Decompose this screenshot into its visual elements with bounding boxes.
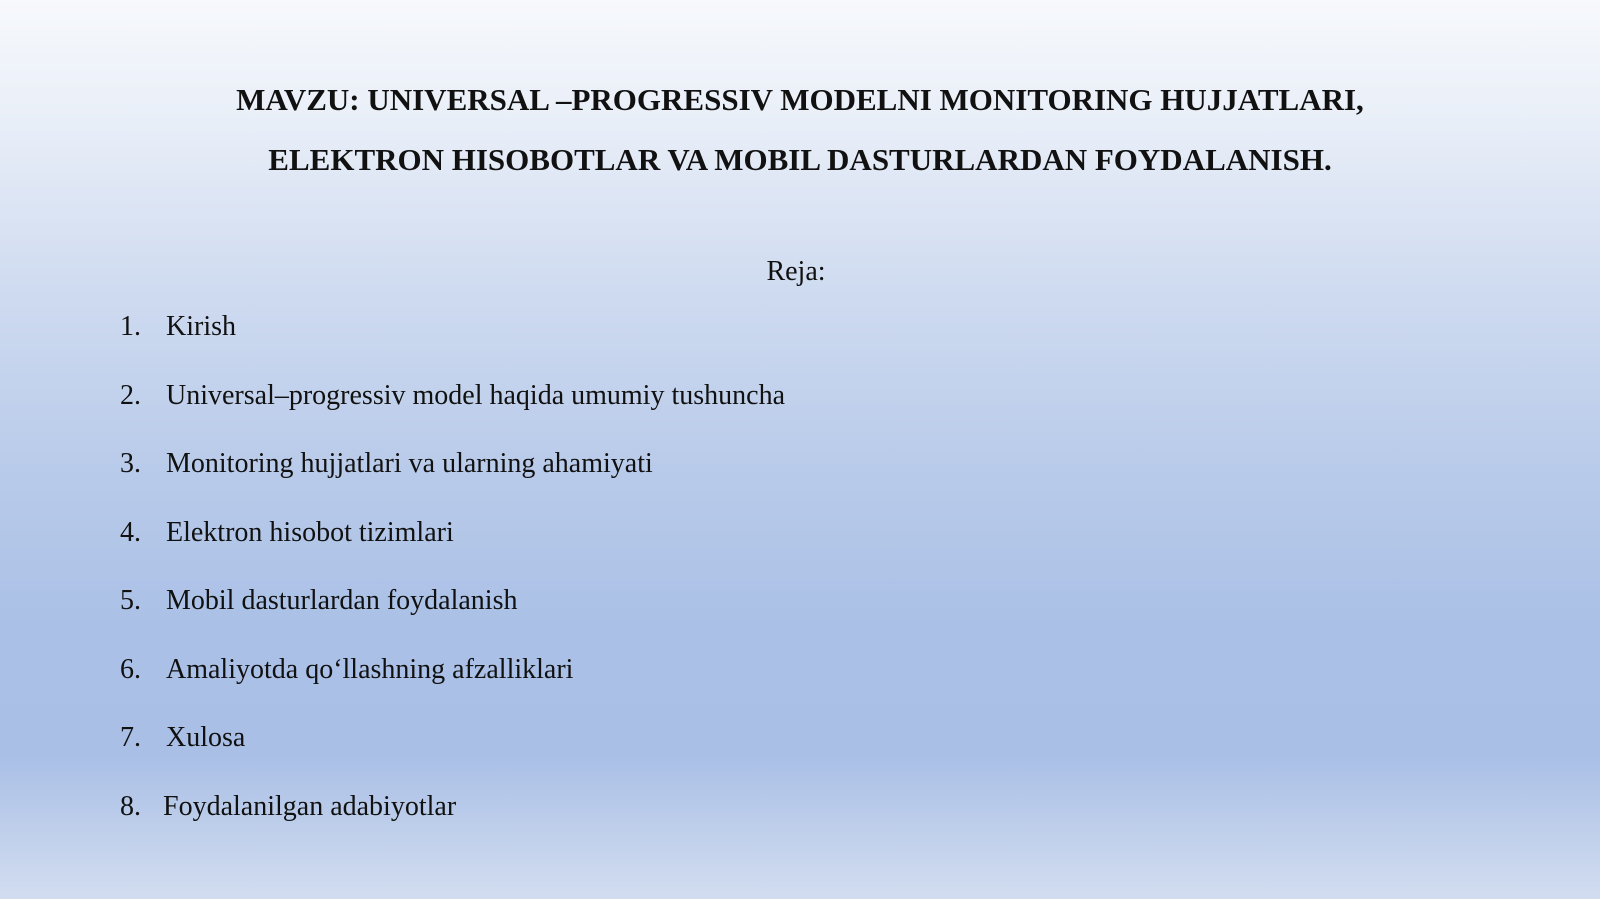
slide-title-line-1: MAVZU: UNIVERSAL –PROGRESSIV MODELNI MONITORING HUJJATLARI,: [236, 82, 1364, 117]
plan-item-number: 1.: [120, 311, 141, 342]
plan-item-text: Monitoring hujjatlari va ularning ahamiyati: [166, 448, 653, 479]
slide-title-line-2: ELEKTRON HISOBOTLAR VA MOBIL DASTURLARDAN FOYDALANISH.: [268, 142, 1332, 177]
plan-item-text: Amaliyotda qo‘llashning afzalliklari: [166, 653, 574, 685]
plan-item-text: Foydalanilgan adabiyotlar: [163, 790, 457, 822]
plan-item-text: Elektron hisobot tizimlari: [166, 516, 454, 548]
plan-item-number: 3.: [120, 448, 141, 479]
plan-item-7: [120, 718, 785, 787]
plan-item-8: [120, 787, 785, 856]
plan-item-number: 8.: [120, 790, 141, 822]
plan-item-number: 6.: [120, 653, 141, 685]
plan-item-number: 7.: [120, 722, 141, 753]
plan-item-number: 5.: [120, 585, 141, 616]
plan-item-text: Mobil dasturlardan foydalanish: [166, 585, 518, 616]
plan-item-number: 2.: [120, 379, 141, 411]
plan-item-5: [120, 581, 785, 650]
plan-item-text: Kirish: [166, 311, 236, 342]
plan-item-4: [120, 513, 785, 582]
plan-item-2: [120, 376, 785, 445]
plan-item-3: [120, 444, 785, 513]
plan-list: [120, 307, 785, 855]
plan-item-6: [120, 650, 785, 719]
plan-item-text: Xulosa: [166, 722, 246, 753]
plan-item-1: [120, 307, 785, 376]
plan-item-text: Universal–progressiv model haqida umumiy tushuncha: [166, 379, 785, 411]
slide-title: [0, 70, 1600, 190]
plan-item-number: 4.: [120, 516, 141, 548]
plan-heading: Reja:: [766, 256, 826, 287]
